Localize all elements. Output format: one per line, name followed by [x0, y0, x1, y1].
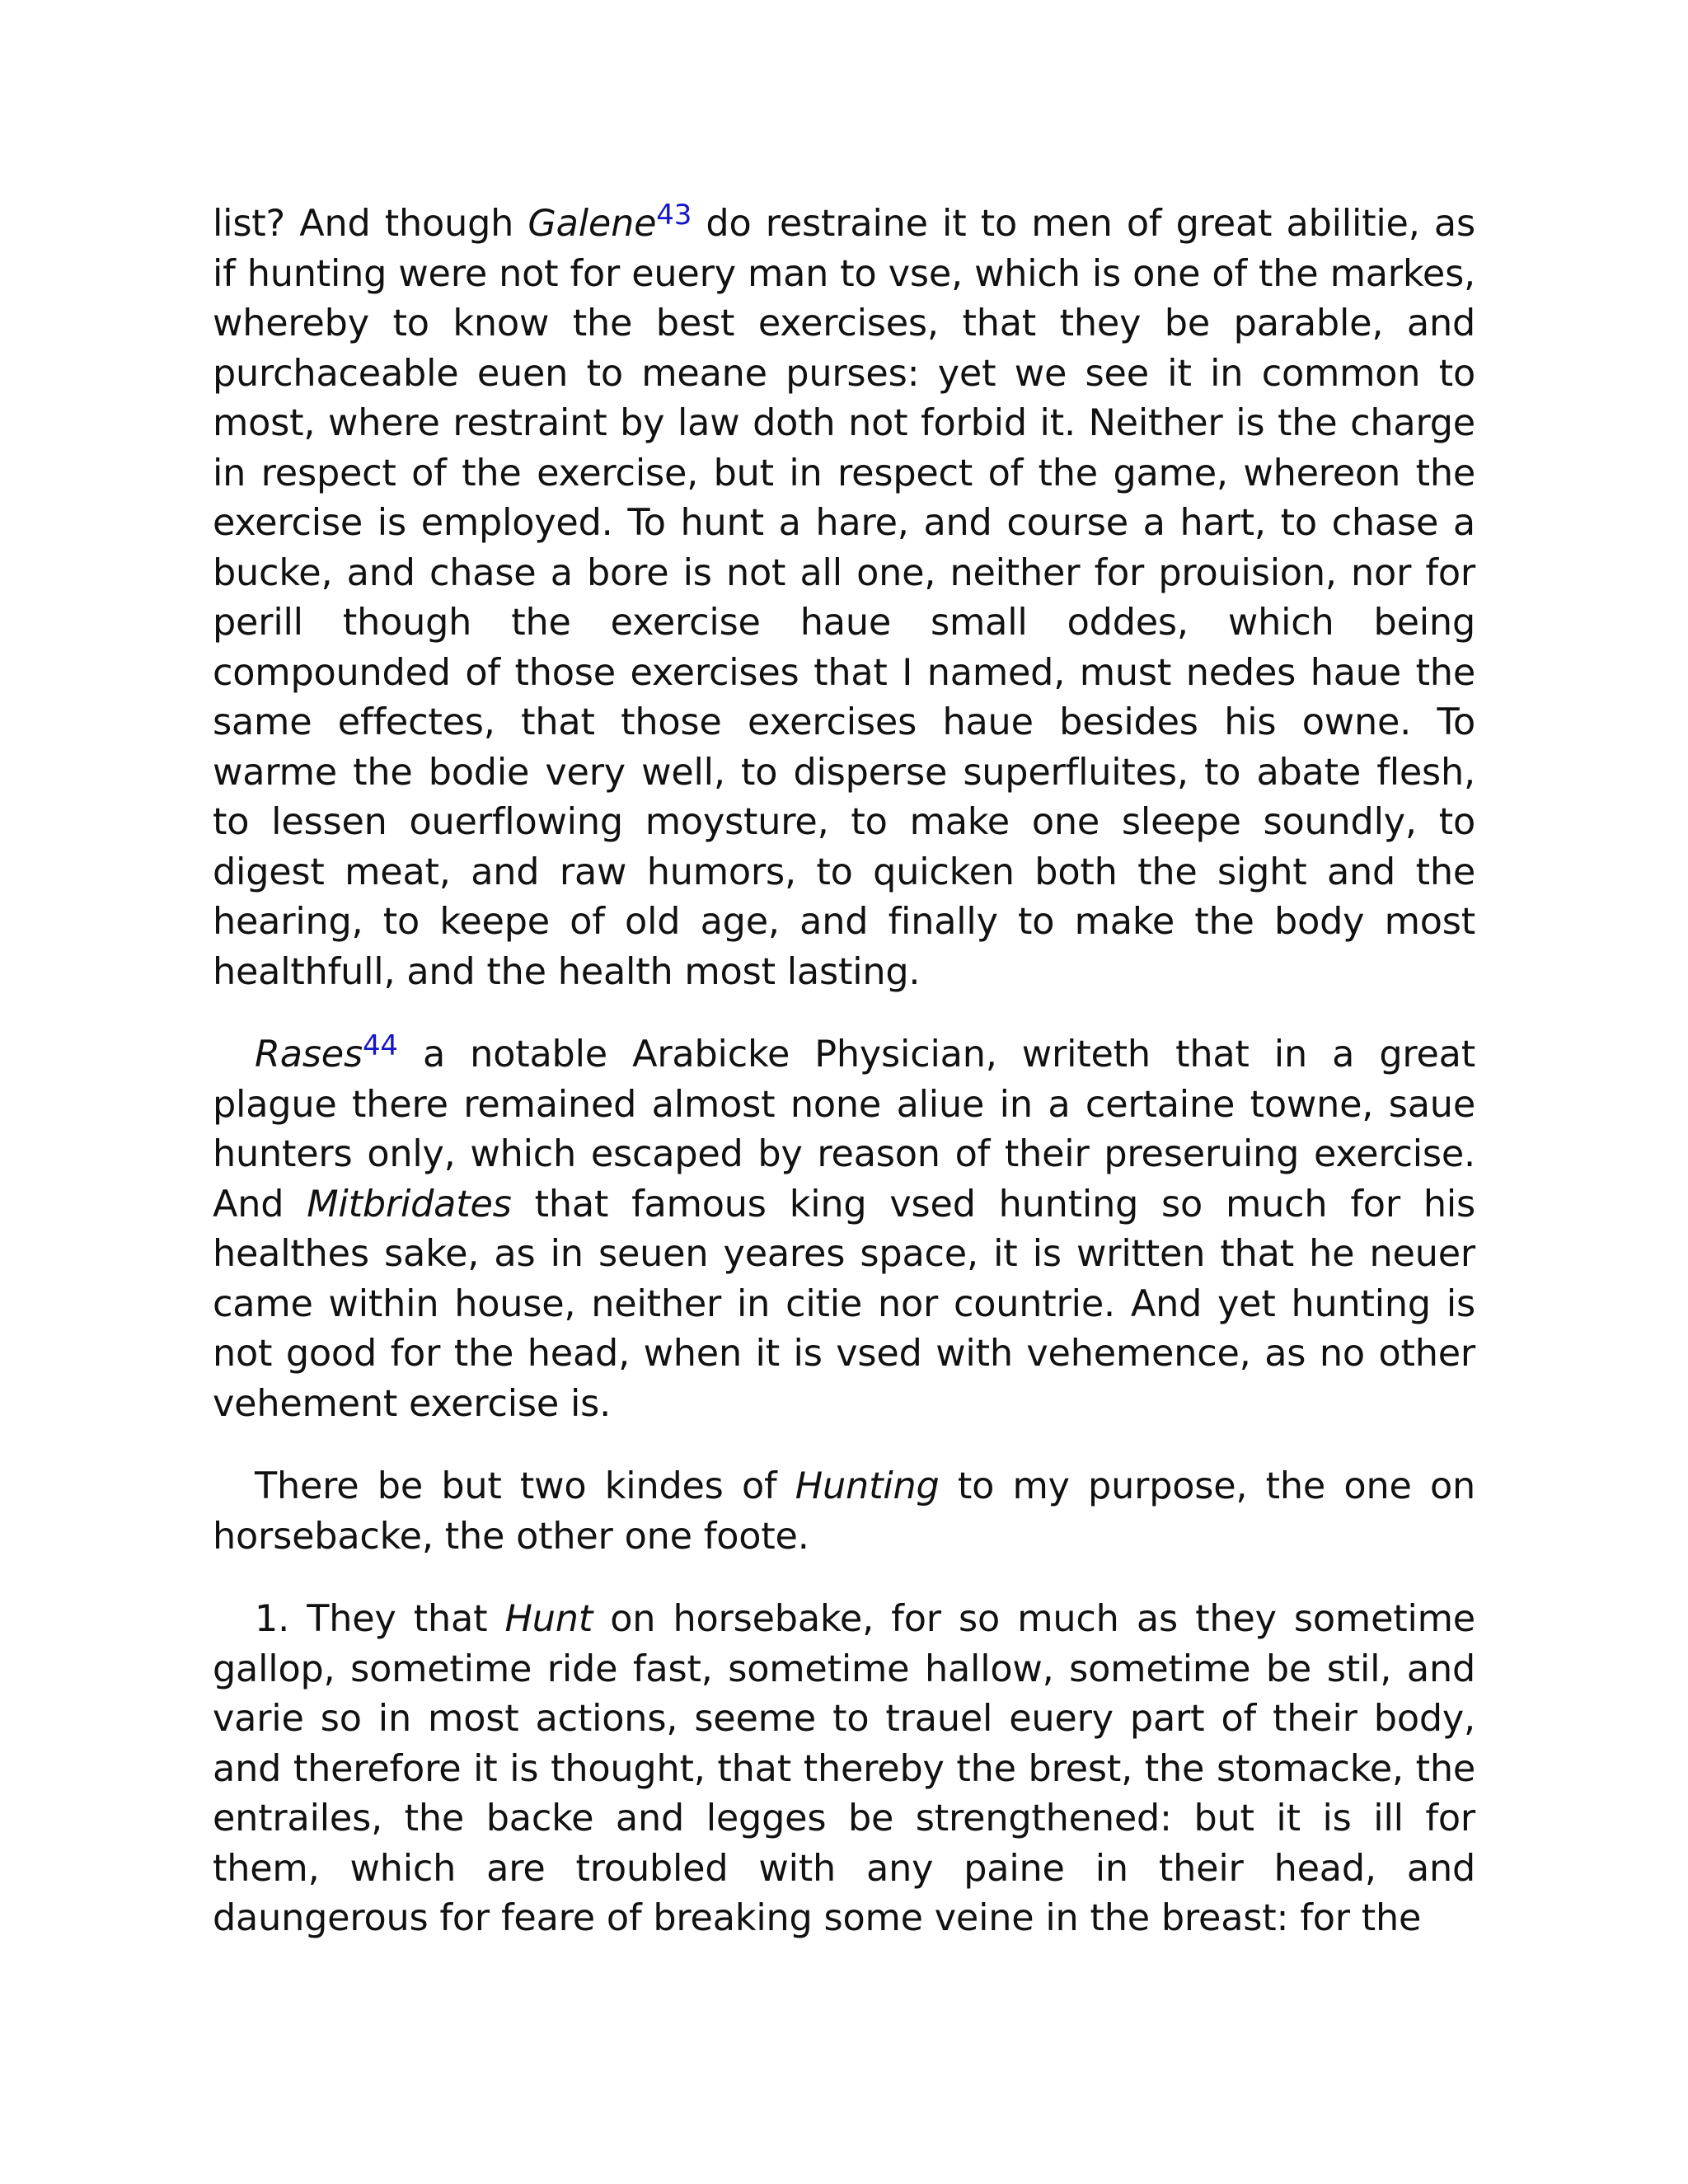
text-run: 1. They that	[255, 1598, 505, 1640]
paragraph-4	[213, 1595, 1475, 1944]
paragraph-1	[213, 199, 1475, 997]
footnote-ref-44[interactable]: 44	[362, 1029, 398, 1062]
text-run: on horsebake, for so much as they sometime gallop, sometime ride fast, sometime hallow, sometime be stil, and varie so in most actions, seeme to trauel euery part of their body, and therefore it is thought, that thereby the brest, the stomacke, the entrailes, the backe and legges be strengthened: but it is ill for them, which are troubled with any paine in their head, and daungerous for feare of breaking some veine in the breast: for the	[213, 1598, 1475, 1939]
text-run: There be but two kindes of	[255, 1465, 795, 1507]
italic-name-mitbridates: Mitbridates	[307, 1183, 512, 1226]
text-run: to my purpose, the one on horsebacke, the other one foote.	[213, 1465, 1475, 1558]
italic-word-hunt: Hunt	[504, 1598, 593, 1640]
paragraph-2	[213, 1030, 1475, 1429]
text-run: that famous king vsed hunting so much for his healthes sake, as in seuen yeares space, it is written that he neuer came within house, neither in citie nor countrie. And yet hunting is not good for the head, when it is vsed with vehemence, as no other vehement exercise is.	[213, 1183, 1475, 1425]
page-body	[213, 199, 1475, 1944]
italic-name-galene: Galene	[528, 203, 657, 245]
text-run: do restraine it to men of great abilitie, as if hunting were not for euery man to vse, which is one of the markes, whereby to know the best exercises, that they be parable, and purchaceable euen to meane purses: yet we see it in common to most, where restraint by law doth not forbid it. Neither is the charge in respect of the exercise, but in respect of the game, whereon the exercise is employed. To hunt a hare, and course a hart, to chase a bucke, and chase a bore is not all one, neither for prouision, nor for perill though the exercise haue small oddes, which being compounded of those exercises that I named, must nedes haue the same effectes, that those exercises haue besides his owne. To warme the bodie very well, to disperse superfluites, to abate flesh, to lessen ouerflowing moysture, to make one sleepe soundly, to digest meat, and raw humors, to quicken both the sight and the hearing, to keepe of old age, and finally to make the body most healthfull, and the health most lasting.	[213, 203, 1475, 993]
italic-word-hunting: Hunting	[795, 1465, 940, 1507]
footnote-ref-43[interactable]: 43	[656, 199, 692, 232]
text-run: a notable Arabicke Physician, writeth that in a great plague there remained almost none aliue in a certaine towne, saue hunters only, which escaped by reason of their preseruing exercise. And	[213, 1033, 1475, 1226]
italic-name-rases: Rases	[255, 1033, 363, 1076]
paragraph-3	[213, 1462, 1475, 1562]
text-run: list? And though	[213, 203, 528, 245]
